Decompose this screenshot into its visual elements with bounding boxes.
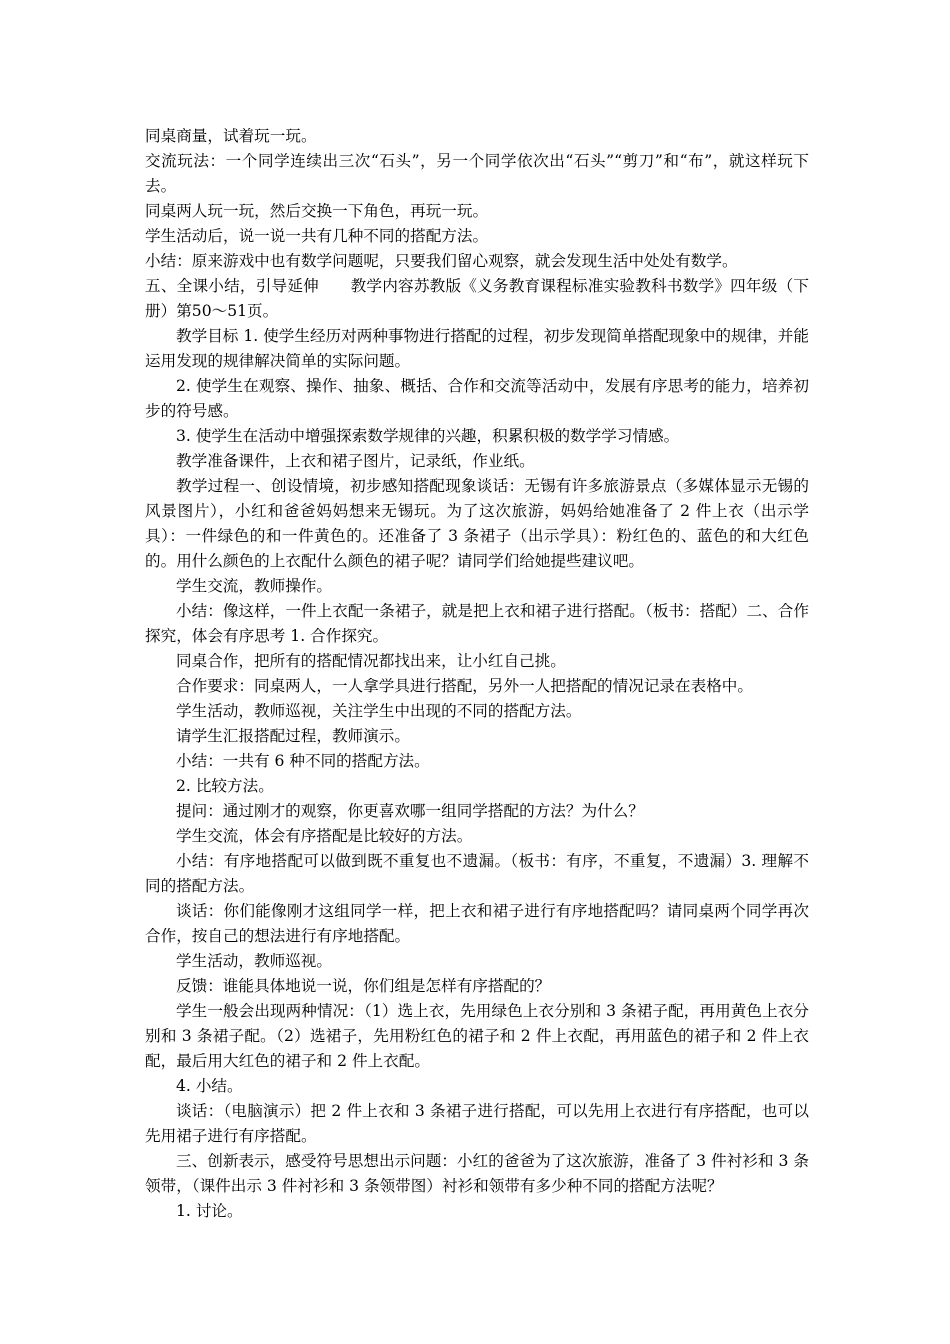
paragraph: 谈话：（电脑演示）把 2 件上衣和 3 条裙子进行搭配，可以先用上衣进行有序搭配，也可以先用裙子进行有序搭配。 [145,1102,809,1145]
paragraph: 五、全课小结，引导延伸 教学内容苏教版《义务教育课程标准实验教科书数学》四年级（下册）第50～51页。 [145,277,809,320]
paragraph: 2. 比较方法。 [176,777,274,795]
document-page [145,124,809,1224]
paragraph: 学生活动，教师巡视，关注学生中出现的不同的搭配方法。 [176,702,582,720]
paragraph: 学生活动，教师巡视。 [176,952,332,970]
paragraph: 同桌商量，试着玩一玩。 [145,127,317,145]
paragraph: 教学过程一、创设情境，初步感知搭配现象谈话：无锡有许多旅游景点（多媒体显示无锡的风景图片），小红和爸爸妈妈想来无锡玩。为了这次旅游，妈妈给她准备了 2 件上衣（出示学具）：一件绿色的和一件黄色的。还准备了 3 条裙子（出示学具）：粉红色的、蓝色的和大红色的。用什么颜色的上衣配什么颜色的裙子呢？请同学们给她提些建议吧。 [145,477,809,570]
paragraph: 4. 小结。 [176,1077,243,1095]
paragraph: 小结：一共有 6 种不同的搭配方法。 [176,752,430,770]
paragraph: 1. 讨论。 [176,1202,243,1220]
paragraph: 小结：有序地搭配可以做到既不重复也不遗漏。（板书：有序，不重复，不遗漏）3. 理解不同的搭配方法。 [145,852,809,895]
paragraph: 3. 使学生在活动中增强探索数学规律的兴趣，积累积极的数学学习情感。 [176,427,680,445]
paragraph: 请学生汇报搭配过程，教师演示。 [176,727,410,745]
paragraph: 学生交流，教师操作。 [176,577,332,595]
paragraph: 学生交流，体会有序搭配是比较好的方法。 [176,827,473,845]
paragraph: 提问：通过刚才的观察，你更喜欢哪一组同学搭配的方法？为什么？ [176,802,644,820]
paragraph: 谈话：你们能像刚才这组同学一样，把上衣和裙子进行有序地搭配吗？请同桌两个同学再次合作，按自己的想法进行有序地搭配。 [145,902,809,945]
paragraph: 教学准备课件，上衣和裙子图片，记录纸，作业纸。 [176,452,535,470]
paragraph: 学生活动后，说一说一共有几种不同的搭配方法。 [145,227,489,245]
paragraph: 反馈：谁能具体地说一说，你们组是怎样有序搭配的？ [176,977,551,995]
paragraph: 2. 使学生在观察、操作、抽象、概括、合作和交流等活动中，发展有序思考的能力，培养初步的符号感。 [145,377,809,420]
paragraph: 同桌合作，把所有的搭配情况都找出来，让小红自己挑。 [176,652,566,670]
paragraph: 合作要求：同桌两人，一人拿学具进行搭配，另外一人把搭配的情况记录在表格中。 [176,677,753,695]
paragraph: 同桌两人玩一玩，然后交换一下角色，再玩一玩。 [145,202,489,220]
paragraph: 交流玩法：一个同学连续出三次“石头”，另一个同学依次出“石头”“剪刀”和“布”，就这样玩下去。 [145,152,809,195]
paragraph: 小结：像这样，一件上衣配一条裙子，就是把上衣和裙子进行搭配。（板书：搭配）二、合作探究，体会有序思考 1. 合作探究。 [145,602,809,645]
paragraph: 小结：原来游戏中也有数学问题呢，只要我们留心观察，就会发现生活中处处有数学。 [145,252,738,270]
paragraph: 教学目标 1. 使学生经历对两种事物进行搭配的过程，初步发现简单搭配现象中的规律，并能运用发现的规律解决简单的实际问题。 [145,327,809,370]
paragraph: 学生一般会出现两种情况：（1）选上衣，先用绿色上衣分别和 3 条裙子配，再用黄色上衣分别和 3 条裙子配。（2）选裙子，先用粉红色的裙子和 2 件上衣配，再用蓝色的裙子和 2 件上衣配，最后用大红色的裙子和 2 件上衣配。 [145,1002,809,1070]
paragraph: 三、创新表示，感受符号思想出示问题：小红的爸爸为了这次旅游，准备了 3 件衬衫和 3 条领带，（课件出示 3 件衬衫和 3 条领带图）衬衫和领带有多少种不同的搭配方法呢？ [145,1152,809,1195]
